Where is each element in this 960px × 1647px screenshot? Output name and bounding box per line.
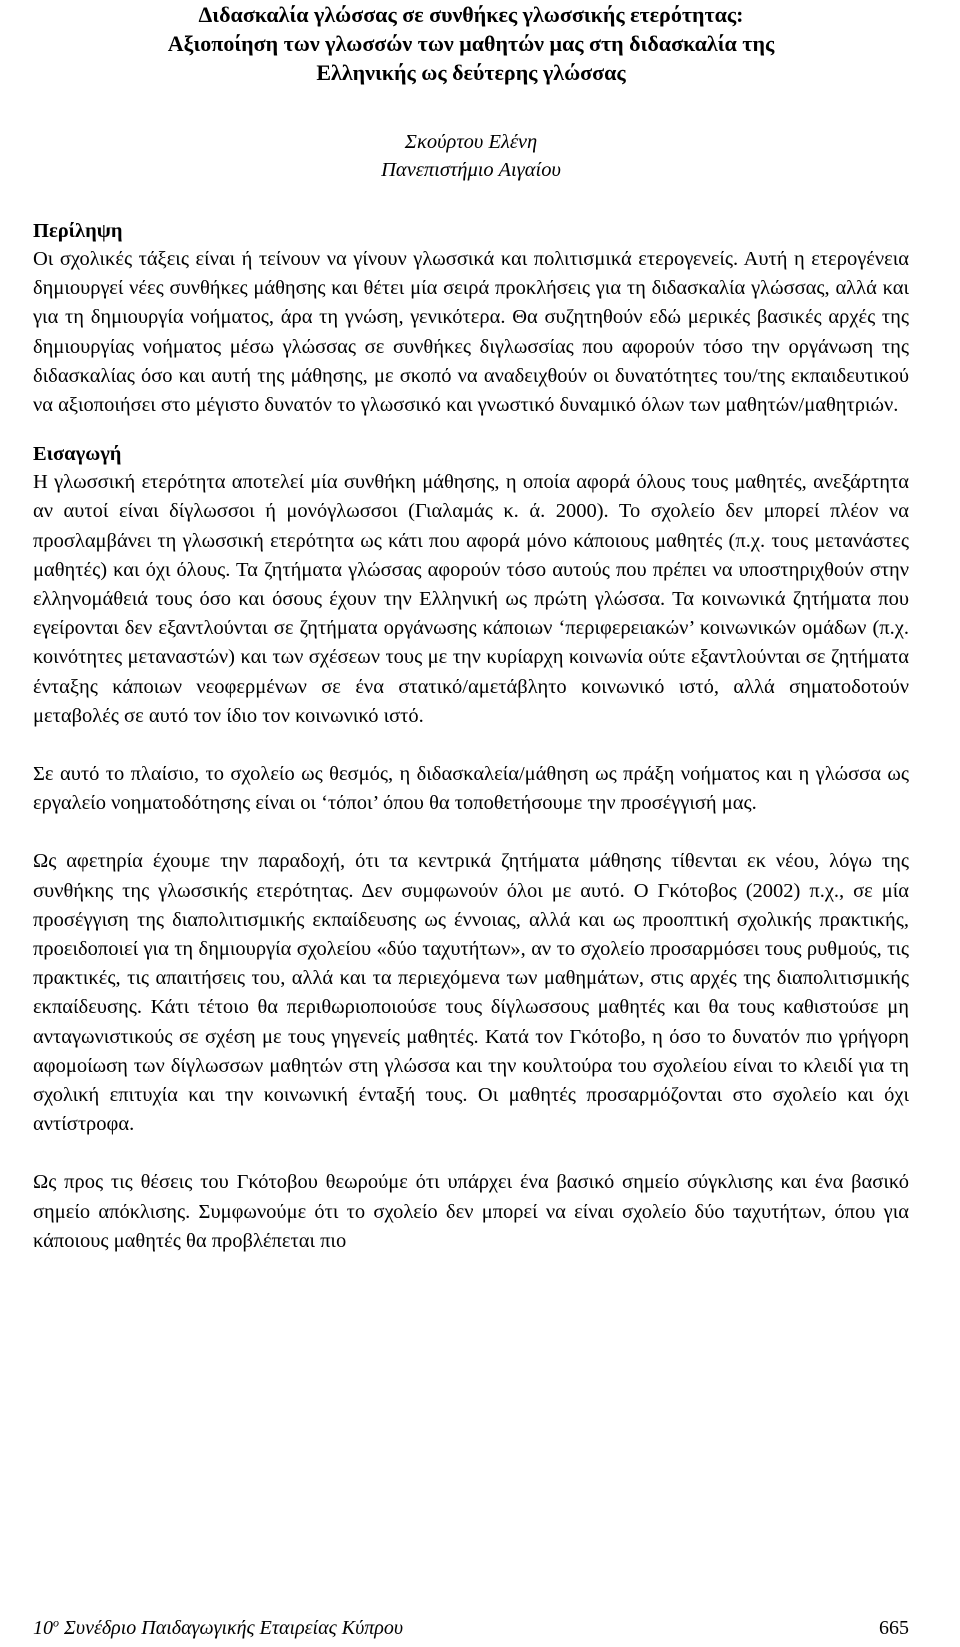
introduction-heading: Εισαγωγή [33,443,122,466]
abstract-heading: Περίληψη [33,220,123,242]
author-block [33,128,909,184]
introduction-paragraph-1: Η γλωσσική ετερότητα αποτελεί μία συνθήκη μάθησης, η οποία αφορά όλους τους μαθητές, ανεξάρτητα αν αυτοί είναι δίγλωσσοι ή μονόγλωσσοι (Γιαλαμάς κ. ά. 2000). Το σχολείο δεν μπορεί πλέον να προσλαμβάνει τη γλωσσική ετερότητα ως κάτι που αφορά μόνο κάποιους μαθητές (π.χ. τους μετανάστες μαθητές) και όχι όλους. Τα ζητήματα γλώσσας αφορούν τόσο αυτούς που πρέπει να υποστηριχθούν στην ελληνομάθειά τους όσο και όσους έχουν την Ελληνική ως πρώτη γλώσσα. Τα κοινωνικά ζητήματα που εγείρονται δεν εξαντλούνται σε ζητήματα οργάνωσης κάποιων ‘περιφερειακών’ κοινωνικών ομάδων (π.χ. κοινότητες μεταναστών) και των σχέσεων τους με την κυρίαρχη κοινωνία ούτε εξαντλούνται σε ζητήματα ένταξης κάποιων νεοφερμένων σε ένα στατικό/αμετάβλητο κοινωνικό ιστό, αλλά σηματοδοτούν μεταβολές σε αυτό τον ίδιο τον κοινωνικό ιστό. [33,471,909,727]
title-line-1: Διδασκαλία γλώσσας σε συνθήκες γλωσσικής ετερότητας: [198,2,744,27]
page-footer [33,1615,909,1641]
author-affiliation: Πανεπιστήμιο Αιγαίου [381,159,561,181]
title-line-2: Αξιοποίηση των γλωσσών των μαθητών μας στη διδασκαλία της [167,31,775,56]
introduction-paragraph-4: Ως προς τις θέσεις του Γκότοβου θεωρούμε ότι υπάρχει ένα βασικό σημείο σύγκλισης και ένα βασικό σημείο απόκλισης. Συμφωνούμε ότι το σχολείο δεν μπορεί να είναι σχολείο δύο ταχυτήτων, όπου για κάποιους μαθητές θα προβλέπεται πιο [33,1171,909,1252]
conference-ordinal: ο [53,1615,59,1630]
paper-title [33,0,909,87]
page-number: 665 [879,1617,909,1639]
introduction-paragraph-2: Σε αυτό το πλαίσιο, το σχολείο ως θεσμός, η διδασκαλεία/μάθηση ως πράξη νοήματος και η γλώσσα ως εργαλείο νοηματοδότησης είναι οι ‘τόποι’ όπου θα τοποθετήσουμε την προσέγγισή μας. [33,763,909,815]
author-name: Σκούρτου Ελένη [404,131,538,153]
introduction-paragraph-3: Ως αφετηρία έχουμε την παραδοχή, ότι τα κεντρικά ζητήματα μάθησης τίθενται εκ νέου, λόγω της συνθήκης της γλωσσικής ετερότητας. Δεν συμφωνούν όλοι με αυτό. Ο Γκότοβος (2002) π.χ., σε μία προσέγγιση της διαπολιτισμικής εκπαίδευσης ως έννοιας, αλλά και ως προοπτική σχολικής πρακτικής, προειδοποιεί για τη δημιουργία σχολείου «δύο ταχυτήτων», αν το σχολείο προσαρμόσει τους ρυθμούς, τις πρακτικές, τις απαιτήσεις του, αλλά και τα περιεχόμενα των μαθημάτων, στις αρχές της διαπολιτισμικής εκπαίδευσης. Κάτι τέτοιο θα περιθωριοποιούσε τους δίγλωσσους μαθητές και θα τους καθιστούσε μη ανταγωνιστικούς σε σχέση με τους γηγενείς μαθητές. Κατά τον Γκότοβο, η όσο το δυνατόν πιο γρήγορη αφομοίωση των δίγλωσσων μαθητών στη γλώσσα και την κουλτούρα του σχολείου είναι το κλειδί για τη σχολική επιτυχία και την κοινωνική ένταξή τους. Οι μαθητές προσαρμόζονται στο σχολείο και όχι αντίστροφα. [33,850,909,1136]
document-page [33,0,909,1256]
title-line-3: Ελληνικής ως δεύτερης γλώσσας [316,60,626,85]
conference-name: Συνέδριο Παιδαγωγικής Εταιρείας Κύπρου [59,1617,404,1639]
conference-label [33,1615,403,1641]
conference-number: 10 [33,1617,53,1639]
abstract-paragraph: Οι σχολικές τάξεις είναι ή τείνουν να γίνουν γλωσσικά και πολιτισμικά ετερογενείς. Αυτή η ετερογένεια δημιουργεί νέες συνθήκες μάθησης και θέτει μία σειρά προκλήσεις για τη διδασκαλία γλώσσας, αλλά και για τη δημιουργία νοήματος, άρα τη γνώση, γενικότερα. Θα συζητηθούν εδώ μερικές βασικές αρχές της δημιουργίας νοήματος μέσω γλώσσας σε συνθήκες διγλωσσίας που αφορούν τόσο την οργάνωση της διδασκαλίας όσο και αυτή της μάθησης, με σκοπό να αναδειχθούν οι δυνατότητες του/της εκπαιδευτικού να αξιοποιήσει στο μέγιστο δυνατόν το γλωσσικό και γνωστικό δυναμικό όλων των μαθητών/μαθητριών. [33,248,909,417]
